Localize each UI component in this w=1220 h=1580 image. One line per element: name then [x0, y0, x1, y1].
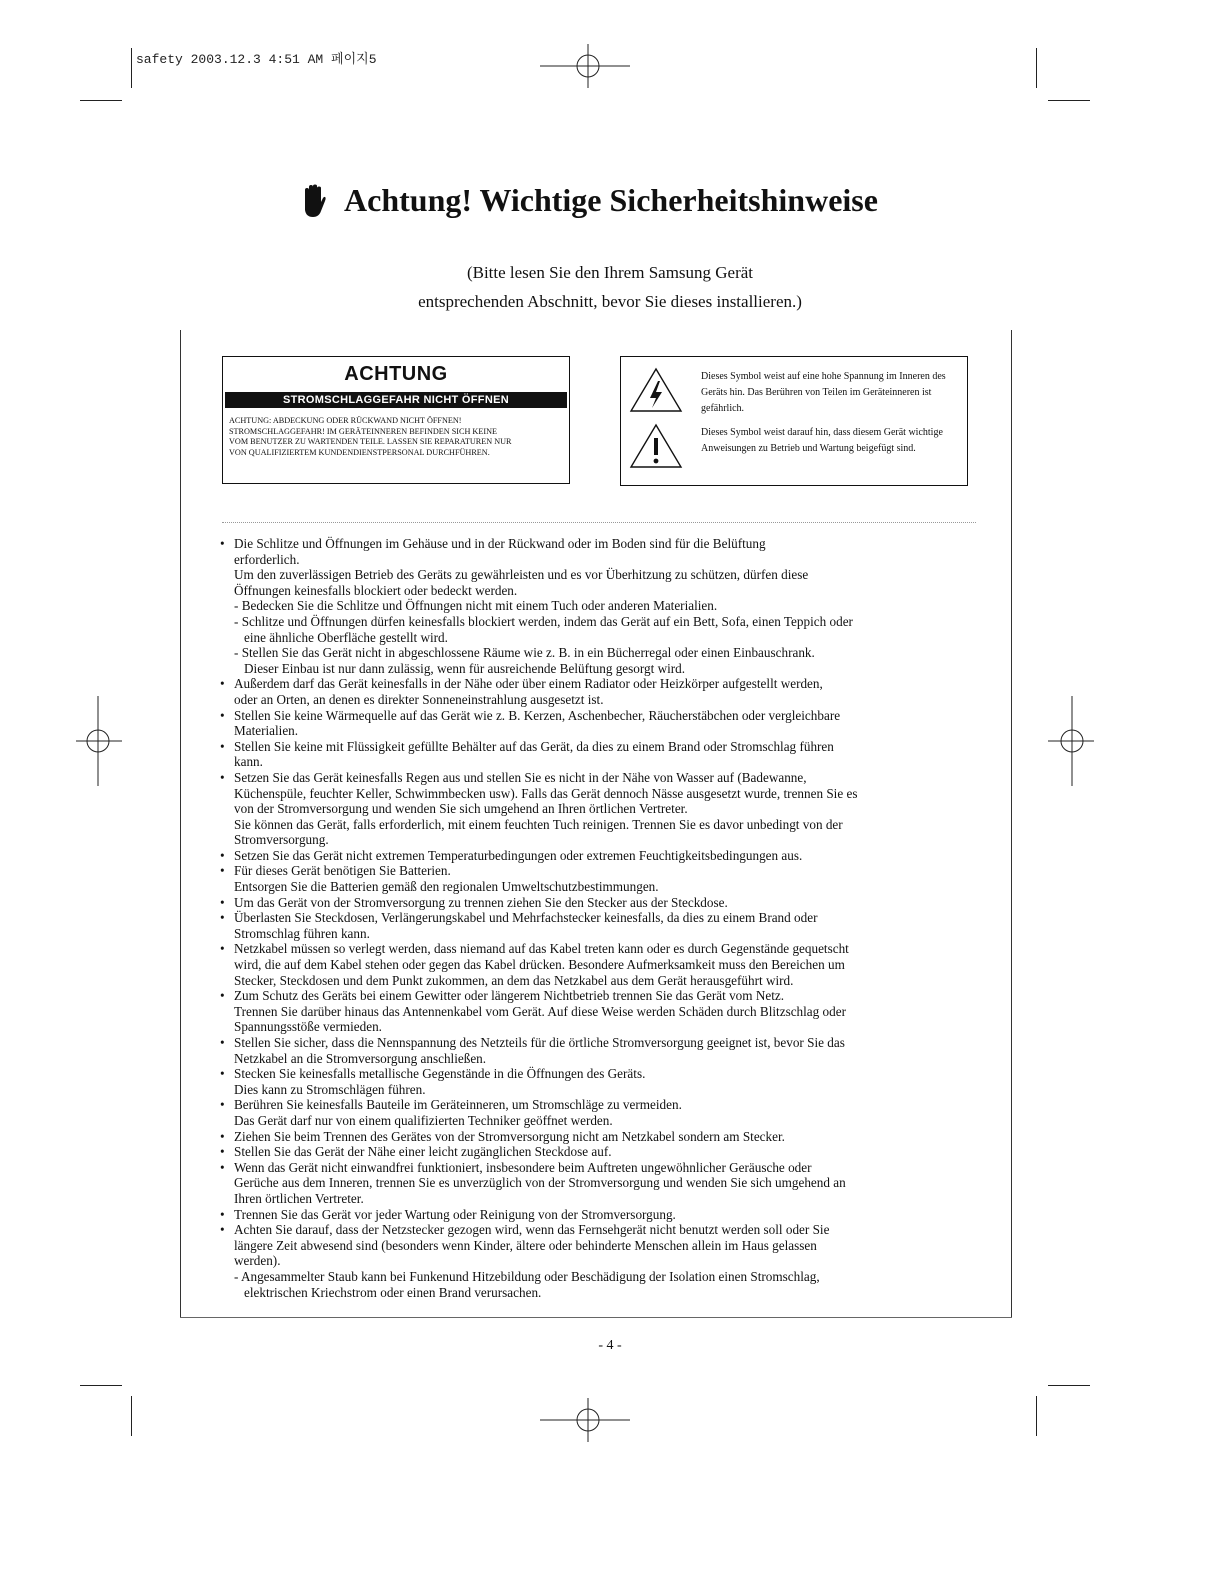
caution-line: ACHTUNG: ABDECKUNG ODER RÜCKWAND NICHT ÖFFNEN!	[229, 416, 462, 425]
list-item-line: - Schlitze und Öffnungen dürfen keinesfalls blockiert werden, indem das Gerät auf ein Bett, Sofa, einen Teppich oder	[234, 613, 853, 629]
list-item-line: Stromversorgung.	[234, 832, 329, 848]
list-item	[218, 676, 978, 707]
list-item-line: - Bedecken Sie die Schlitze und Öffnungen nicht mit einem Tuch oder anderen Materialien.	[234, 598, 718, 614]
list-item-line: Das Gerät darf nur von einem qualifizierten Techniker geöffnet werden.	[234, 1112, 613, 1128]
list-item-line: erforderlich.	[234, 551, 300, 567]
dotted-divider	[222, 522, 976, 523]
list-item	[218, 910, 978, 941]
list-item-line: • Stellen Sie sicher, dass die Nennspannung des Netzteils für die örtliche Stromversorgung geeignet ist, bevor Sie das	[234, 1035, 845, 1050]
list-item	[218, 1160, 978, 1207]
list-item	[218, 1035, 978, 1066]
exclamation-warning-icon	[629, 423, 683, 469]
list-item-line: • Setzen Sie das Gerät keinesfalls Regen aus und stellen Sie es nicht in der Nähe von Wasser auf (Badewanne,	[234, 769, 807, 785]
crop-mark	[1036, 1396, 1037, 1436]
list-item-line: Stecker, Steckdosen und dem Punkt zukommen, an dem das Netzkabel aus dem Gerät herausgeführt wird.	[234, 972, 794, 988]
list-item	[218, 1097, 978, 1128]
list-item	[218, 988, 978, 1035]
caution-band: STROMSCHLAGGEFAHR NICHT ÖFFNEN	[225, 392, 567, 408]
warning-symbol-row	[621, 421, 967, 479]
caution-heading: ACHTUNG	[344, 363, 448, 385]
list-item-line: längere Zeit abwesend sind (besonders wenn Kinder, ältere oder behinderte Menschen allein im Haus gelassen	[234, 1237, 817, 1253]
list-item-line: Entsorgen Sie die Batterien gemäß den regionalen Umweltschutzbestimmungen.	[234, 879, 659, 895]
crop-mark	[80, 100, 122, 101]
subtitle-line: (Bitte lesen Sie den Ihrem Samsung Gerät	[466, 263, 754, 282]
page-number: - 4 -	[598, 1338, 622, 1353]
symbol-box	[620, 356, 968, 486]
list-item-line: von der Stromversorgung und wenden Sie sich umgehend an Ihren örtlichen Vertreter.	[234, 801, 688, 817]
crop-mark	[131, 1396, 132, 1436]
list-item-line: Um den zuverlässigen Betrieb des Geräts zu gewährleisten und es vor Überhitzung zu schützen, dürfen diese	[234, 567, 809, 583]
subtitle-line: entsprechenden Abschnitt, bevor Sie dieses installieren.)	[418, 292, 802, 311]
caution-line: VOM BENUTZER ZU WARTENDEN TEILE. LASSEN SIE REPARATUREN NUR	[229, 437, 512, 447]
list-item	[218, 708, 978, 739]
list-item-line: kann.	[234, 754, 263, 770]
list-item	[218, 1222, 978, 1300]
list-item-line: oder an Orten, an denen es direkter Sonneneinstrahlung ausgesetzt ist.	[234, 691, 604, 707]
list-item	[218, 1066, 978, 1097]
list-item-line: • Zum Schutz des Geräts bei einem Gewitter oder längerem Nichtbetrieb trennen Sie das Gerät vom Netz.	[234, 988, 785, 1004]
caution-text	[223, 408, 569, 458]
crop-mark	[131, 48, 132, 88]
crop-mark	[80, 1385, 122, 1386]
list-item	[218, 1144, 978, 1160]
print-header: safety 2003.12.3 4:51 AM 페이지5	[136, 52, 377, 67]
list-item-line: • Außerdem darf das Gerät keinesfalls in der Nähe oder über einem Radiator oder Heizkörper aufgestellt werden,	[234, 676, 823, 692]
voltage-symbol-text: Dieses Symbol weist auf eine hohe Spannung im Inneren des Geräts hin. Das Berühren von Teilen im Geräteinneren ist gefährlich.	[701, 371, 946, 414]
list-item-line: • Setzen Sie das Gerät nicht extremen Temperaturbedingungen oder extremen Feuchtigkeitsbedingungen aus.	[234, 847, 803, 863]
list-item-line: Stromschlag führen kann.	[234, 925, 370, 941]
frame-border	[1011, 330, 1012, 1318]
list-item-line: • Für dieses Gerät benötigen Sie Batterien.	[234, 863, 451, 879]
list-item	[218, 848, 978, 864]
list-item-line: Dies kann zu Stromschlägen führen.	[234, 1081, 426, 1097]
list-item-line: Ihren örtlichen Vertreter.	[234, 1190, 364, 1206]
list-item-line: • Ziehen Sie beim Trennen des Gerätes von der Stromversorgung nicht am Netzkabel sondern am Stecker.	[234, 1128, 785, 1144]
list-item	[218, 895, 978, 911]
list-item	[218, 941, 978, 988]
list-item-line: Spannungsstöße vermieden.	[234, 1019, 382, 1035]
list-item-line: - Angesammelter Staub kann bei Funkenund Hitzebildung oder Beschädigung der Isolation einen Stromschlag,	[234, 1268, 820, 1284]
list-item	[218, 536, 978, 676]
list-item-line: - Stellen Sie das Gerät nicht in abgeschlossene Räume wie z. B. in ein Bücherregal oder einen Einbauschrank.	[234, 645, 815, 661]
list-item-line: • Achten Sie darauf, dass der Netzstecker gezogen wird, wenn das Fernsehgerät nicht benutzt werden soll oder Sie	[234, 1222, 830, 1238]
list-item-line: werden).	[234, 1253, 281, 1269]
list-item-line: Sie können das Gerät, falls erforderlich, mit einem feuchten Tuch reinigen. Trennen Sie es davor unbedingt von der	[234, 816, 843, 832]
list-item-line: • Die Schlitze und Öffnungen im Gehäuse und in der Rückwand oder im Boden sind für die Belüftung	[234, 536, 766, 551]
list-item	[218, 1129, 978, 1145]
list-item	[218, 770, 978, 848]
registration-mark-icon	[76, 696, 122, 786]
list-item-line: Netzkabel an die Stromversorgung anschließen.	[234, 1050, 487, 1066]
page-title	[300, 182, 878, 219]
warning-symbol-text: Dieses Symbol weist darauf hin, dass diesem Gerät wichtige Anweisungen zu Betrieb und Wartung beigefügt sind.	[701, 427, 943, 454]
safety-instructions-list	[218, 536, 978, 1300]
voltage-symbol-row	[621, 363, 967, 419]
hand-icon	[300, 184, 326, 218]
list-item	[218, 1207, 978, 1223]
high-voltage-warning-icon	[629, 367, 683, 413]
list-item	[218, 739, 978, 770]
crop-mark	[1048, 100, 1090, 101]
caution-box	[222, 356, 570, 484]
list-item-line: • Stellen Sie das Gerät der Nähe einer leicht zugänglichen Steckdose auf.	[234, 1144, 612, 1160]
list-item-line: • Berühren Sie keinesfalls Bauteile im Geräteinneren, um Stromschläge zu vermeiden.	[234, 1097, 682, 1113]
caution-line: VON QUALIFIZIERTEM KUNDENDIENSTPERSONAL DURCHFÜHREN.	[229, 447, 490, 457]
list-item-line: Öffnungen keinesfalls blockiert oder bedeckt werden.	[234, 582, 518, 598]
list-item-line: wird, die auf dem Kabel stehen oder gegen das Kabel drücken. Besondere Aufmerksamkeit muss den Bereichen um	[234, 957, 845, 973]
list-item	[218, 863, 978, 894]
list-item-line: Gerüche aus dem Inneren, trennen Sie es unverzüglich von der Stromversorgung und wenden Sie sich umgehend an	[234, 1175, 846, 1191]
frame-border	[180, 1317, 1012, 1318]
registration-mark-icon	[540, 1398, 630, 1442]
list-item-line: Trennen Sie darüber hinaus das Antennenkabel vom Gerät. Auf diese Weise werden Schäden durch Blitzschlag oder	[234, 1003, 846, 1019]
list-item-line: • Überlasten Sie Steckdosen, Verlängerungskabel und Mehrfachstecker keinesfalls, da dies zu einem Brand oder	[234, 910, 818, 926]
list-item-line: • Um das Gerät von der Stromversorgung zu trennen ziehen Sie den Stecker aus der Steckdose.	[234, 894, 728, 910]
registration-mark-icon	[540, 44, 630, 88]
list-item-line: • Wenn das Gerät nicht einwandfrei funktioniert, insbesondere beim Auftreten ungewöhnlicher Geräusche oder	[234, 1159, 812, 1175]
list-item-line: • Trennen Sie das Gerät vor jeder Wartung oder Reinigung von der Stromversorgung.	[234, 1206, 676, 1222]
title-text: Achtung! Wichtige Sicherheitshinweise	[344, 182, 878, 218]
list-item-line: Materialien.	[234, 723, 299, 739]
list-item-line: Küchenspüle, feuchter Keller, Schwimmbecken usw). Falls das Gerät dennoch Nässe ausgesetzt wurde, trennen Sie es	[234, 785, 858, 801]
list-item-line: eine ähnliche Oberfläche gestellt wird.	[244, 629, 448, 645]
crop-mark	[1036, 48, 1037, 88]
frame-border	[180, 330, 181, 1318]
list-item-line: Dieser Einbau ist nur dann zulässig, wenn für ausreichende Belüftung gesorgt wird.	[244, 660, 686, 676]
list-item-line: • Netzkabel müssen so verlegt werden, dass niemand auf das Kabel treten kann oder es durch Gegenstände gequetscht	[234, 941, 849, 957]
list-item-line: • Stecken Sie keinesfalls metallische Gegenstände in die Öffnungen des Geräts.	[234, 1066, 646, 1082]
list-item-line: • Stellen Sie keine Wärmequelle auf das Gerät wie z. B. Kerzen, Aschenbecher, Räucherstäbchen oder vergleichbare	[234, 707, 841, 723]
list-item-line: • Stellen Sie keine mit Flüssigkeit gefüllte Behälter auf das Gerät, da dies zu einem Brand oder Stromschlag führen	[234, 738, 834, 754]
list-item-line: elektrischen Kriechstrom oder einen Brand verursachen.	[244, 1284, 542, 1300]
crop-mark	[1048, 1385, 1090, 1386]
registration-mark-icon	[1048, 696, 1094, 786]
caution-line: STROMSCHLAGGEFAHR! IM GERÄTEINNEREN BEFINDEN SICH KEINE	[229, 426, 497, 436]
subtitle	[0, 258, 1220, 316]
